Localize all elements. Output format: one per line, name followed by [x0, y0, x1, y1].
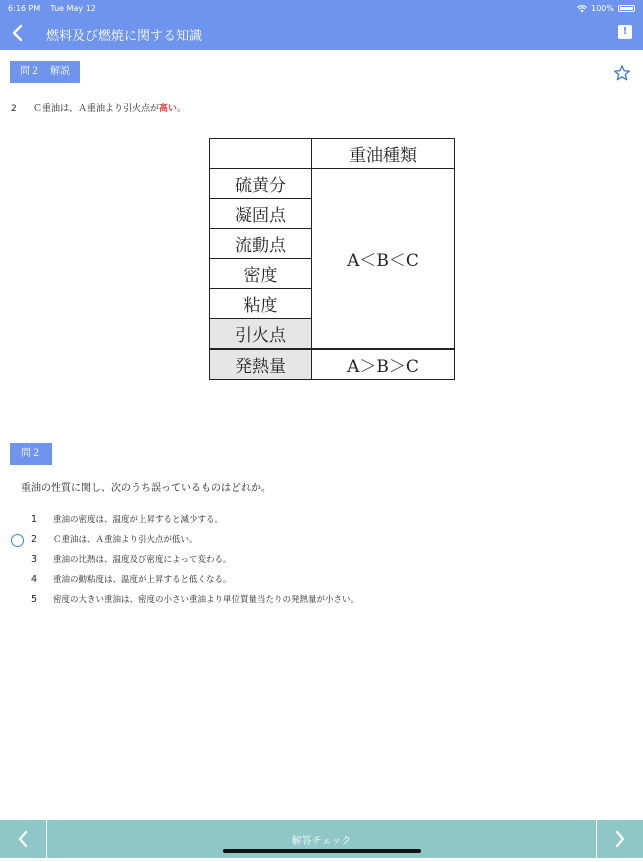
fuel-oil-properties-table	[209, 138, 455, 380]
home-indicator	[223, 849, 421, 853]
wifi-icon	[577, 5, 587, 13]
answer-check-button[interactable]: 解答チェック	[291, 836, 352, 847]
table-row-label: 凝固点	[210, 199, 312, 229]
selected-answer-ring-icon	[11, 534, 24, 547]
report-icon[interactable]: !	[618, 25, 632, 39]
nav-title: 燃料及び燃焼に関する知識	[46, 29, 203, 44]
answer-option-1[interactable]: 1 重油の密度は、温度が上昇すると減少する。	[31, 514, 224, 525]
explanation-number: 2	[11, 104, 17, 114]
battery-percent: 100%	[591, 4, 614, 13]
table-row-label: 粘度	[210, 289, 312, 319]
table-merged-value: A＜B＜C	[312, 169, 455, 350]
answer-option-4[interactable]: 4 重油の動粘度は、温度が上昇すると低くなる。	[31, 574, 232, 585]
explanation-text: 2 Ｃ重油は、Ａ重油より引火点が高い。	[11, 104, 187, 114]
next-button[interactable]	[596, 820, 643, 858]
table-row-label: 密度	[210, 259, 312, 289]
chevron-right-icon	[597, 820, 643, 858]
status-time: 6:16 PM Tue May 12	[8, 4, 96, 13]
answer-option-3[interactable]: 3 重油の比熱は、温度及び密度によって変わる。	[31, 554, 232, 565]
highlight-text: 高い	[159, 104, 178, 114]
previous-button[interactable]	[0, 820, 47, 858]
question-tag: 問２	[10, 443, 52, 465]
table-header: 重油種類	[312, 139, 455, 169]
table-row-label: 引火点	[210, 319, 312, 350]
status-bar	[0, 0, 643, 17]
star-bookmark-icon[interactable]	[613, 64, 631, 82]
table-row-label: 流動点	[210, 229, 312, 259]
nav-bar	[0, 17, 643, 50]
table-corner-cell	[210, 139, 312, 169]
answer-option-2[interactable]: 2 Ｃ重油は、Ａ重油より引火点が低い。	[31, 534, 198, 545]
table-row-value: A＞B＞C	[312, 349, 455, 380]
back-chevron-icon[interactable]	[10, 23, 28, 43]
explanation-tag: 問２ 解説	[10, 61, 80, 83]
answer-option-5[interactable]: 5 密度の大きい重油は、密度の小さい重油より単位質量当たりの発熱量が小さい。	[31, 594, 360, 605]
table-row-label: 発熱量	[210, 349, 312, 380]
battery-icon	[618, 5, 635, 12]
status-right	[577, 4, 635, 13]
question-text: 重油の性質に関し、次のうち誤っているものはどれか。	[21, 483, 271, 494]
table-row-label: 硫黄分	[210, 169, 312, 199]
chevron-left-icon	[0, 820, 46, 858]
